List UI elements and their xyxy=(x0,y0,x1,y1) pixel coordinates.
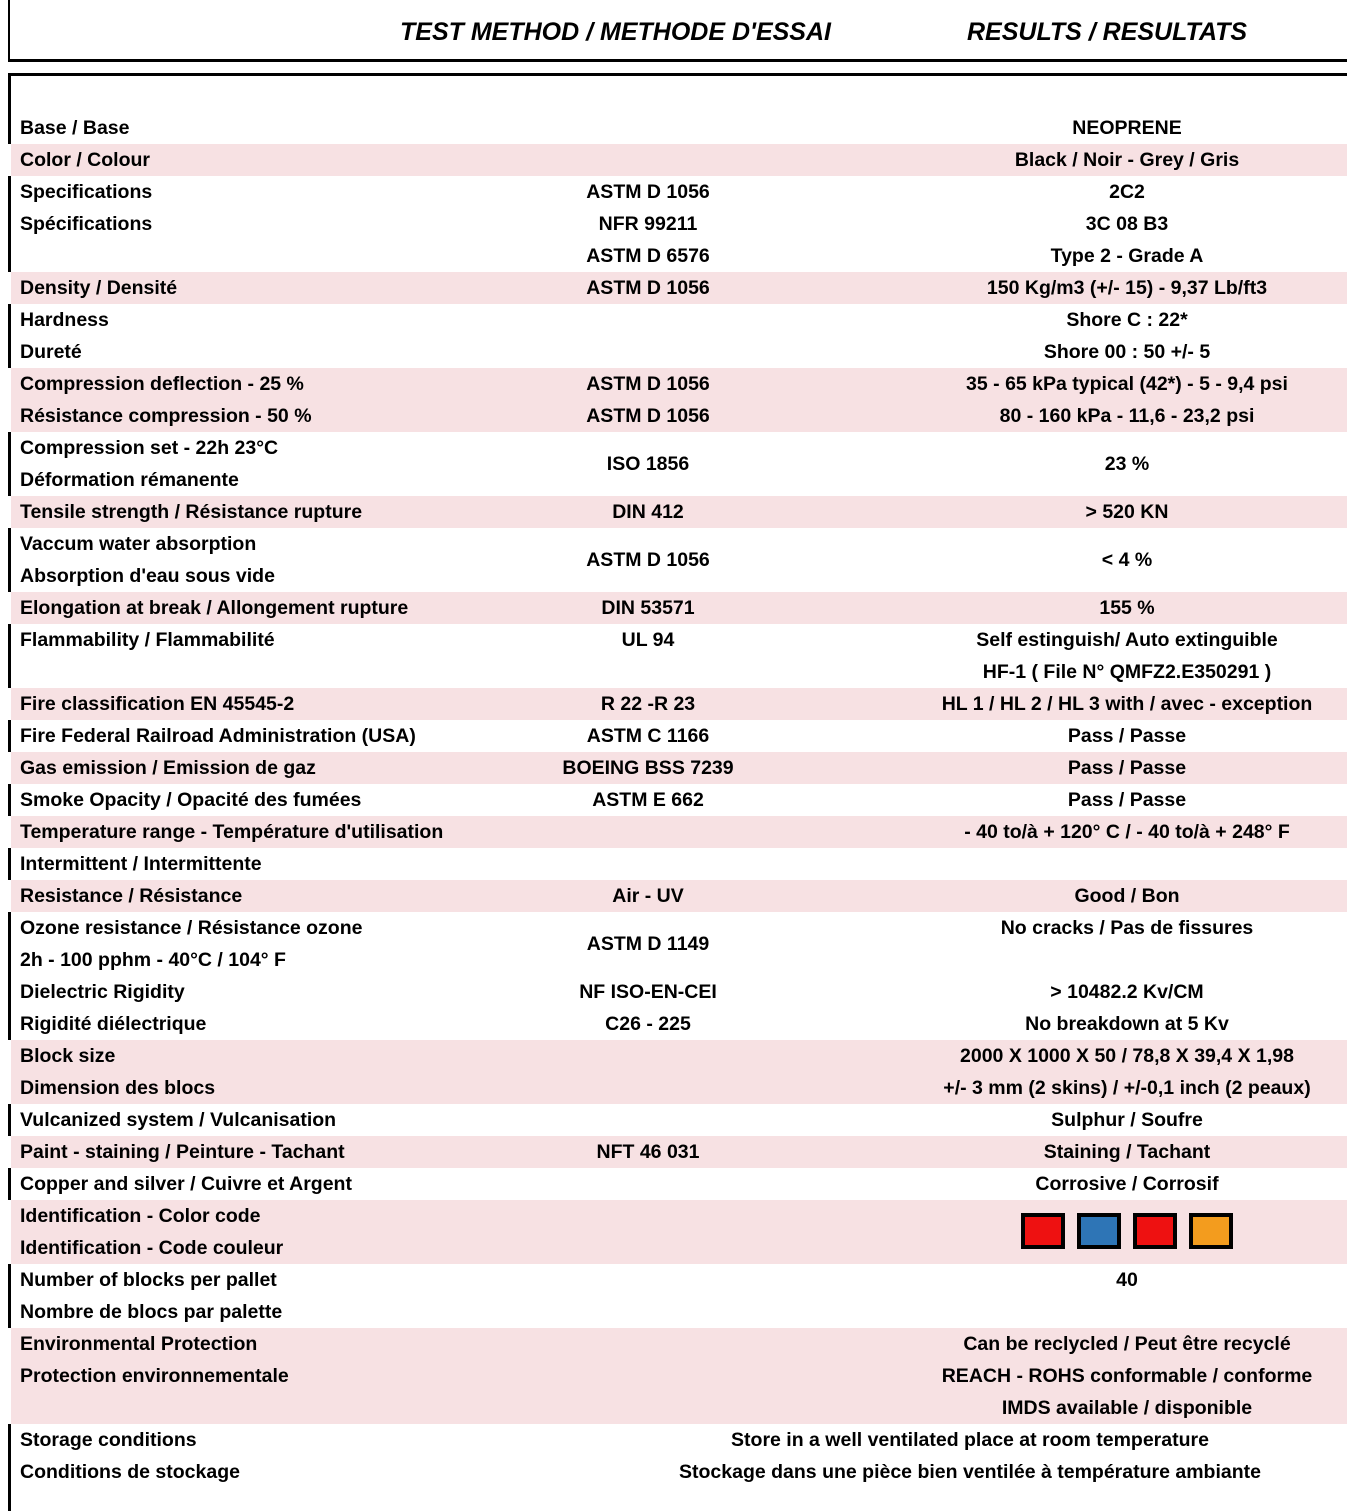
table-row xyxy=(0,1104,1347,1136)
table-row xyxy=(0,976,1347,1040)
row-label: Vulcanized system / Vulcanisation xyxy=(20,1109,337,1131)
row-method: ASTM D 1056 xyxy=(586,373,710,395)
table-row xyxy=(0,112,1347,144)
row-label-line: Protection environnementale xyxy=(20,1365,289,1387)
row-label-line: Environmental Protection xyxy=(20,1333,258,1355)
row-label xyxy=(20,432,278,496)
row-result-line: 2C2 xyxy=(1109,181,1145,203)
row-label xyxy=(20,1424,240,1488)
row-result-line: Self estinguish/ Auto extinguible xyxy=(976,629,1278,651)
row-label: Copper and silver / Cuivre et Argent xyxy=(20,1173,352,1195)
row-label: Flammability / Flammabilité xyxy=(20,629,275,651)
row-label: Intermittent / Intermittente xyxy=(20,853,262,875)
row-label-line: 2h - 100 pphm - 40°C / 104° F xyxy=(20,949,286,971)
table-row xyxy=(0,432,1347,496)
row-label xyxy=(20,976,206,1040)
table-row xyxy=(0,912,1347,976)
row-result xyxy=(679,1424,1261,1488)
row-label xyxy=(20,304,109,368)
row-label xyxy=(20,1264,282,1328)
color-swatch xyxy=(1133,1213,1177,1249)
row-label: Résistance compression - 50 % xyxy=(20,405,312,427)
row-result-line: Shore C : 22* xyxy=(1066,309,1188,331)
row-method: DIN 53571 xyxy=(601,597,695,619)
table-row xyxy=(0,624,1347,688)
row-label: Fire classification EN 45545-2 xyxy=(20,693,295,715)
row-result: Pass / Passe xyxy=(1067,725,1187,747)
row-result-line: IMDS available / disponible xyxy=(1001,1397,1253,1419)
row-method: BOEING BSS 7239 xyxy=(562,757,734,779)
row-method: NFT 46 031 xyxy=(596,1141,700,1163)
table-row xyxy=(0,1200,1347,1264)
row-label xyxy=(20,176,152,240)
row-result: 80 - 160 kPa - 11,6 - 23,2 psi xyxy=(999,405,1255,427)
row-result-line: Store in a well ventilated place at room temperature xyxy=(731,1429,1209,1451)
row-label: Tensile strength / Résistance rupture xyxy=(20,501,363,523)
table-row xyxy=(0,784,1347,816)
row-result-line: No breakdown at 5 Kv xyxy=(1025,1013,1229,1035)
row-result-line: HF-1 ( File N° QMFZ2.E350291 ) xyxy=(982,661,1272,683)
table-row xyxy=(0,304,1347,368)
row-label xyxy=(20,528,275,592)
row-method-line: NFR 99211 xyxy=(598,213,698,235)
row-result-line: +/- 3 mm (2 skins) / +/-0,1 inch (2 peaux) xyxy=(943,1077,1311,1099)
row-method: ASTM D 1149 xyxy=(586,933,710,955)
row-label-line: Storage conditions xyxy=(20,1429,197,1451)
row-method: ASTM E 662 xyxy=(592,789,704,811)
row-label-line: Block size xyxy=(20,1045,116,1067)
row-label xyxy=(20,1200,283,1264)
row-result-line: Can be reclycled / Peut être recyclé xyxy=(963,1333,1291,1355)
row-method: ASTM C 1166 xyxy=(586,725,710,747)
table-row xyxy=(0,1424,1347,1488)
row-label-line: Vaccum water absorption xyxy=(20,533,257,555)
header-results: RESULTS / RESULTATS xyxy=(967,18,1248,46)
row-method-line: C26 - 225 xyxy=(605,1013,691,1035)
row-result: 40 xyxy=(1116,1269,1138,1291)
row-label: Gas emission / Emission de gaz xyxy=(20,757,316,779)
color-swatch xyxy=(1021,1213,1065,1249)
row-label: Resistance / Résistance xyxy=(20,885,243,907)
row-label-line: Absorption d'eau sous vide xyxy=(20,565,275,587)
row-label-line: Dimension des blocs xyxy=(20,1077,216,1099)
row-label: Base / Base xyxy=(20,117,130,139)
table-row xyxy=(0,496,1347,528)
row-result: - 40 to/à + 120° C / - 40 to/à + 248° F xyxy=(964,821,1290,843)
row-result: Staining / Tachant xyxy=(1043,1141,1211,1163)
row-label-line: Nombre de blocs par palette xyxy=(20,1301,283,1323)
table-row xyxy=(0,1136,1347,1168)
row-method: DIN 412 xyxy=(612,501,684,523)
row-label: Smoke Opacity / Opacité des fumées xyxy=(20,789,362,811)
row-method: ASTM D 1056 xyxy=(586,549,710,571)
table-row xyxy=(0,368,1347,400)
row-result-line: Stockage dans une pièce bien ventilée à température ambiante xyxy=(679,1461,1261,1483)
row-label xyxy=(20,912,362,976)
row-result-line: Type 2 - Grade A xyxy=(1050,245,1204,267)
table-row xyxy=(0,1264,1347,1328)
table-row xyxy=(0,176,1347,272)
row-result: < 4 % xyxy=(1101,549,1153,571)
row-label-line: Compression set - 22h 23°C xyxy=(20,437,279,459)
table-row xyxy=(0,816,1347,848)
spec-table xyxy=(0,112,1347,1488)
row-label: Fire Federal Railroad Administration (USA) xyxy=(20,725,416,747)
row-result-line: > 10482.2 Kv/CM xyxy=(1050,981,1204,1003)
row-result: Pass / Passe xyxy=(1067,757,1187,779)
row-result xyxy=(943,1040,1310,1104)
table-row xyxy=(0,528,1347,592)
row-result xyxy=(1025,976,1229,1040)
row-label-line: Ozone resistance / Résistance ozone xyxy=(20,917,363,939)
table-row xyxy=(0,144,1347,176)
row-label-line: Hardness xyxy=(20,309,109,331)
table-row xyxy=(0,848,1347,880)
color-code-swatches xyxy=(1021,1200,1233,1249)
row-result-line: 3C 08 B3 xyxy=(1085,213,1169,235)
row-result: No cracks / Pas de fissures xyxy=(1000,917,1254,939)
row-result: 35 - 65 kPa typical (42*) - 5 - 9,4 psi xyxy=(966,373,1288,395)
row-label-line: Dielectric Rigidity xyxy=(20,981,185,1003)
row-method xyxy=(586,176,710,272)
row-result xyxy=(1051,176,1204,272)
row-label xyxy=(20,1328,289,1392)
table-row xyxy=(0,688,1347,720)
table-row xyxy=(0,1168,1347,1200)
row-label-line: Specifications xyxy=(20,181,153,203)
row-result-line: REACH - ROHS conformable / conforme xyxy=(941,1365,1313,1387)
row-result xyxy=(1044,304,1210,368)
row-method xyxy=(579,976,717,1040)
row-result-line: 2000 X 1000 X 50 / 78,8 X 39,4 X 1,98 xyxy=(960,1045,1294,1067)
row-result: Black / Noir - Grey / Gris xyxy=(1014,149,1240,171)
row-label: Color / Colour xyxy=(20,149,150,171)
row-result: 150 Kg/m3 (+/- 15) - 9,37 Lb/ft3 xyxy=(986,277,1268,299)
row-method-line: NF ISO-EN-CEI xyxy=(579,981,717,1003)
row-method: Air - UV xyxy=(612,885,684,907)
row-label-line: Spécifications xyxy=(20,213,153,235)
row-label-line: Dureté xyxy=(20,341,82,363)
row-result: NEOPRENE xyxy=(1072,117,1182,139)
row-method: UL 94 xyxy=(621,629,675,651)
swatch-group xyxy=(1021,1213,1233,1249)
row-method: R 22 -R 23 xyxy=(600,693,696,715)
table-row xyxy=(0,752,1347,784)
row-label-line: Identification - Code couleur xyxy=(20,1237,284,1259)
row-label-line: Conditions de stockage xyxy=(20,1461,240,1483)
row-result xyxy=(942,1328,1313,1424)
row-label-line: Rigidité diélectrique xyxy=(20,1013,207,1035)
row-result: 23 % xyxy=(1104,453,1150,475)
row-result xyxy=(976,624,1278,688)
row-result: Sulphur / Soufre xyxy=(1051,1109,1203,1131)
row-result: Corrosive / Corrosif xyxy=(1035,1173,1219,1195)
row-label: Temperature range - Température d'utilisation xyxy=(20,821,444,843)
row-label xyxy=(20,1040,215,1104)
table-row xyxy=(0,720,1347,752)
color-swatch xyxy=(1077,1213,1121,1249)
row-result: > 520 KN xyxy=(1085,501,1169,523)
header-test-method: TEST METHOD / METHODE D'ESSAI xyxy=(400,18,831,46)
row-label: Density / Densité xyxy=(20,277,178,299)
row-label-line: Déformation rémanente xyxy=(20,469,239,491)
row-label-line: Identification - Color code xyxy=(20,1205,261,1227)
row-label-line: Number of blocks per pallet xyxy=(20,1269,277,1291)
row-result: Pass / Passe xyxy=(1067,789,1187,811)
row-label: Compression deflection - 25 % xyxy=(20,373,304,395)
row-result-line: Shore 00 : 50 +/- 5 xyxy=(1043,341,1211,363)
row-label: Paint - staining / Peinture - Tachant xyxy=(20,1141,345,1163)
row-method: ASTM D 1056 xyxy=(586,277,710,299)
row-method: ASTM D 1056 xyxy=(586,405,710,427)
row-method: ISO 1856 xyxy=(606,453,690,475)
table-row xyxy=(0,880,1347,912)
row-method-line: ASTM D 1056 xyxy=(586,181,710,203)
row-result: Good / Bon xyxy=(1074,885,1180,907)
table-row xyxy=(0,1328,1347,1424)
row-label: Elongation at break / Allongement rupture xyxy=(20,597,409,619)
table-row xyxy=(0,1040,1347,1104)
table-row xyxy=(0,592,1347,624)
color-swatch xyxy=(1189,1213,1233,1249)
row-result: 155 % xyxy=(1099,597,1155,619)
table-row xyxy=(0,400,1347,432)
table-row xyxy=(0,272,1347,304)
row-method-line: ASTM D 6576 xyxy=(586,245,710,267)
row-result: HL 1 / HL 2 / HL 3 with / avec - exception xyxy=(941,693,1313,715)
